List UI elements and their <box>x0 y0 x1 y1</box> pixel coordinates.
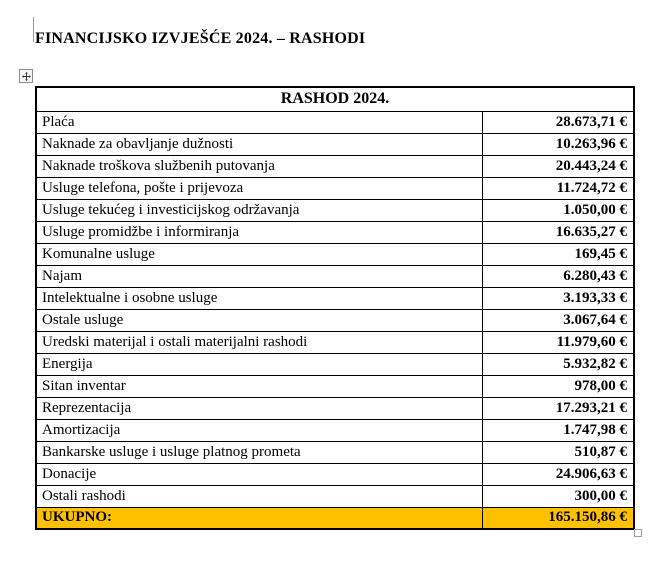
expense-amount: 6.280,43 € <box>482 265 634 287</box>
expense-label: Najam <box>36 265 482 287</box>
expense-label: Ostale usluge <box>36 309 482 331</box>
text-cursor <box>33 17 34 42</box>
expense-amount: 10.263,96 € <box>482 133 634 155</box>
table-row <box>36 441 634 463</box>
expense-amount: 20.443,24 € <box>482 155 634 177</box>
table-row <box>36 331 634 353</box>
table-move-handle[interactable] <box>19 69 33 83</box>
total-amount: 165.150,86 € <box>482 507 634 529</box>
expense-amount: 5.932,82 € <box>482 353 634 375</box>
expense-amount: 28.673,71 € <box>482 111 634 133</box>
four-way-arrow-icon <box>22 72 31 81</box>
total-label: UKUPNO: <box>36 507 482 529</box>
expense-amount: 300,00 € <box>482 485 634 507</box>
table-row <box>36 221 634 243</box>
expense-amount: 11.724,72 € <box>482 177 634 199</box>
expense-label: Plaća <box>36 111 482 133</box>
expense-label: Naknade troškova službenih putovanja <box>36 155 482 177</box>
expense-label: Usluge tekućeg i investicijskog održavanja <box>36 199 482 221</box>
expense-amount: 11.979,60 € <box>482 331 634 353</box>
expense-amount: 24.906,63 € <box>482 463 634 485</box>
expense-label: Uredski materijal i ostali materijalni rashodi <box>36 331 482 353</box>
table-row <box>36 463 634 485</box>
expense-amount: 1.747,98 € <box>482 419 634 441</box>
page-title: FINANCIJSKO IZVJEŠĆE 2024. – RASHODI <box>35 29 366 47</box>
expense-label: Komunalne usluge <box>36 243 482 265</box>
table-row <box>36 243 634 265</box>
table-row <box>36 485 634 507</box>
table-row <box>36 309 634 331</box>
expense-amount: 3.067,64 € <box>482 309 634 331</box>
expense-amount: 17.293,21 € <box>482 397 634 419</box>
expense-label: Sitan inventar <box>36 375 482 397</box>
expense-amount: 169,45 € <box>482 243 634 265</box>
table-header-row <box>36 87 634 111</box>
table-resize-handle[interactable] <box>634 529 642 537</box>
expense-label: Usluge telefona, pošte i prijevoza <box>36 177 482 199</box>
table-row <box>36 419 634 441</box>
expense-label: Amortizacija <box>36 419 482 441</box>
table-row <box>36 375 634 397</box>
table-row <box>36 177 634 199</box>
expense-label: Bankarske usluge i usluge platnog prometa <box>36 441 482 463</box>
table-row <box>36 287 634 309</box>
expense-label: Intelektualne i osobne usluge <box>36 287 482 309</box>
expense-label: Usluge promidžbe i informiranja <box>36 221 482 243</box>
table-row <box>36 133 634 155</box>
expense-table <box>35 86 635 530</box>
expense-amount: 3.193,33 € <box>482 287 634 309</box>
expense-amount: 16.635,27 € <box>482 221 634 243</box>
total-row <box>36 507 634 529</box>
expense-amount: 1.050,00 € <box>482 199 634 221</box>
table-row <box>36 353 634 375</box>
expense-label: Naknade za obavljanje dužnosti <box>36 133 482 155</box>
table-header-title: RASHOD 2024. <box>36 87 634 111</box>
expense-label: Ostali rashodi <box>36 485 482 507</box>
table-row <box>36 155 634 177</box>
table-row <box>36 397 634 419</box>
table-row <box>36 111 634 133</box>
expense-label: Reprezentacija <box>36 397 482 419</box>
table-row <box>36 199 634 221</box>
table-row <box>36 265 634 287</box>
expense-label: Energija <box>36 353 482 375</box>
table-body <box>36 111 634 507</box>
expense-label: Donacije <box>36 463 482 485</box>
expense-amount: 978,00 € <box>482 375 634 397</box>
expense-amount: 510,87 € <box>482 441 634 463</box>
